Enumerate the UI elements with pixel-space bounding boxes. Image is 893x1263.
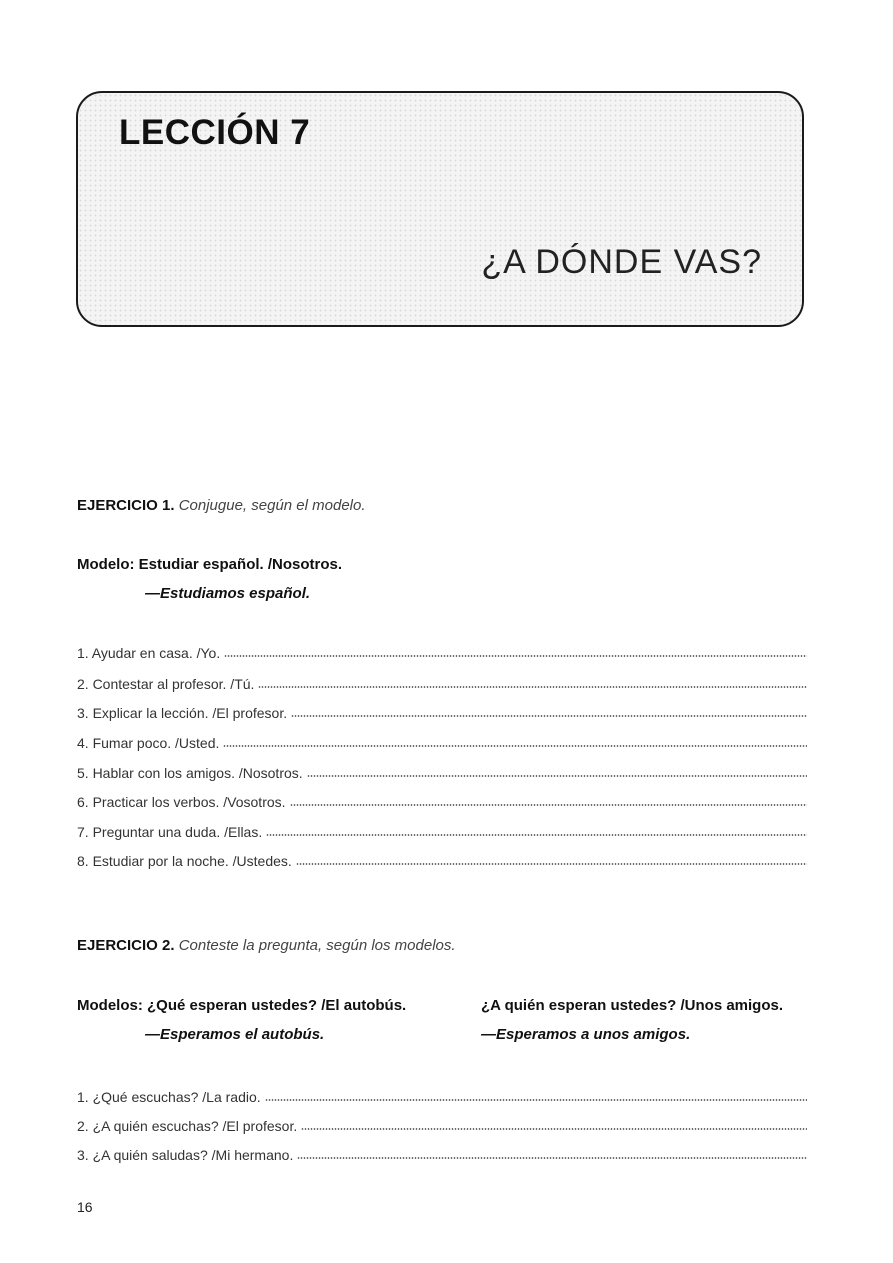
exercise-2-model-2-answer: —Esperamos a unos amigos. [481, 1026, 691, 1043]
exercise-1-item [77, 763, 807, 781]
exercise-1-item [77, 674, 807, 692]
exercise-1-heading [77, 497, 366, 514]
item-text: 7. Preguntar una duda. /Ellas. [77, 824, 263, 840]
exercise-1-item [77, 733, 807, 751]
exercise-1-item [77, 792, 807, 810]
item-text: 3. Explicar la lección. /El profesor. [77, 705, 288, 721]
answer-line [223, 745, 807, 747]
exercise-2-item [77, 1087, 807, 1105]
answer-line [266, 834, 807, 836]
answer-line [307, 775, 807, 777]
exercise-2-model-1-answer: —Esperamos el autobús. [145, 1026, 325, 1043]
exercise-1-item [77, 703, 807, 721]
exercise-2-item [77, 1145, 807, 1163]
exercise-1-item [77, 822, 807, 840]
answer-line [224, 655, 807, 657]
exercise-1-item [77, 643, 807, 661]
exercise-1-model-prompt: Modelo: Estudiar español. /Nosotros. [77, 556, 343, 573]
lesson-banner [76, 91, 804, 327]
answer-line [265, 1099, 807, 1101]
exercise-2-model-1-prompt: Modelos: ¿Qué esperan ustedes? /El autobús. [77, 997, 407, 1014]
exercise-2-label: EJERCICIO 2. [77, 937, 175, 954]
answer-line [297, 1157, 807, 1159]
lesson-title: ¿A DÓNDE VAS? [481, 243, 762, 281]
exercise-1-label: EJERCICIO 1. [77, 497, 175, 514]
item-text: 1. ¿Qué escuchas? /La radio. [77, 1089, 261, 1105]
item-text: 6. Practicar los verbos. /Vosotros. [77, 794, 286, 810]
item-text: 5. Hablar con los amigos. /Nosotros. [77, 765, 303, 781]
item-text: 2. ¿A quién escuchas? /El profesor. [77, 1118, 298, 1134]
lesson-number: LECCIÓN 7 [119, 113, 311, 152]
answer-line [258, 686, 807, 688]
item-text: 2. Contestar al profesor. /Tú. [77, 676, 255, 692]
exercise-2-heading [77, 937, 456, 954]
exercise-1-item [77, 851, 807, 869]
answer-line [291, 715, 807, 717]
answer-line [301, 1128, 807, 1130]
exercise-2-instruction: Conteste la pregunta, según los modelos. [178, 937, 456, 954]
answer-line [290, 804, 807, 806]
page-number: 16 [77, 1199, 93, 1215]
exercise-2-model-2-prompt: ¿A quién esperan ustedes? /Unos amigos. [481, 997, 784, 1014]
exercise-1-instruction: Conjugue, según el modelo. [178, 497, 366, 514]
item-text: 4. Fumar poco. /Usted. [77, 735, 220, 751]
item-text: 1. Ayudar en casa. /Yo. [77, 645, 221, 661]
exercise-2-item [77, 1116, 807, 1134]
item-text: 8. Estudiar por la noche. /Ustedes. [77, 853, 292, 869]
exercise-1-model-answer: —Estudiamos español. [145, 585, 311, 602]
answer-line [296, 863, 807, 865]
item-text: 3. ¿A quién saludas? /Mi hermano. [77, 1147, 294, 1163]
